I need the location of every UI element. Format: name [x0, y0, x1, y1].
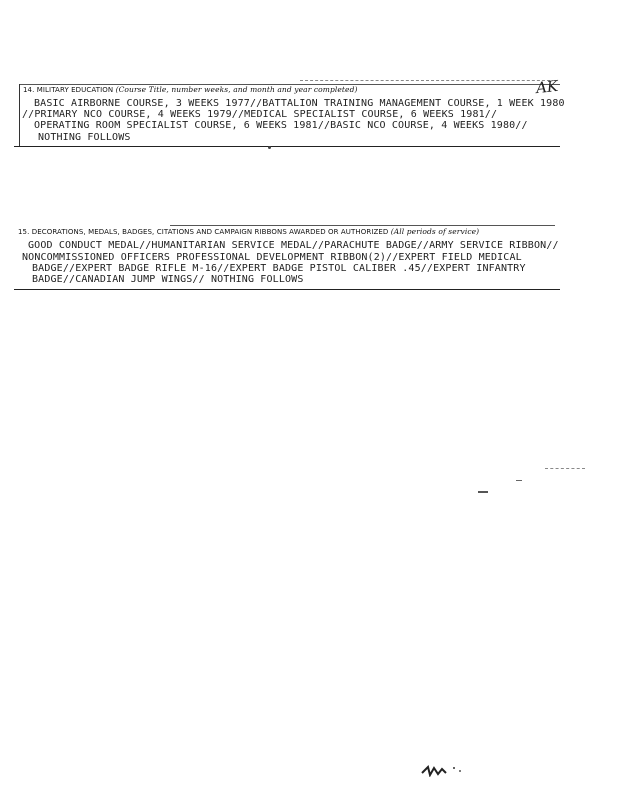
education-line-4: NOTHING FOLLOWS: [38, 132, 131, 143]
scan-artifact-mark-1: [516, 480, 522, 481]
section-15-note: (All periods of service): [390, 227, 480, 236]
stray-mark: [268, 146, 271, 149]
scribble-icon: [420, 763, 465, 777]
scan-artifact-mark-2: [478, 491, 488, 493]
education-line-1: BASIC AIRBORNE COURSE, 3 WEEKS 1977//BATTALION TRAINING MANAGEMENT COURSE, 1 WEEK 1980: [34, 98, 565, 109]
section-14-left-border: [19, 84, 20, 146]
scan-artifact-dashes: [545, 468, 585, 469]
education-line-2: //PRIMARY NCO COURSE, 4 WEEKS 1979//MEDICAL SPECIALIST COURSE, 6 WEEKS 1981//: [22, 109, 498, 120]
decorations-line-1: GOOD CONDUCT MEDAL//HUMANITARIAN SERVICE MEDAL//PARACHUTE BADGE//ARMY SERVICE RIBBON//: [28, 240, 559, 251]
section-14-title: 14. MILITARY EDUCATION: [23, 86, 114, 94]
decorations-line-3: BADGE//EXPERT BADGE RIFLE M-16//EXPERT BADGE PISTOL CALIBER .45//EXPERT INFANTRY: [32, 263, 526, 274]
section-14-label: [23, 85, 358, 94]
section-15-title: 15. DECORATIONS, MEDALS, BADGES, CITATIONS AND CAMPAIGN RIBBONS AWARDED OR AUTHORIZED: [18, 228, 389, 236]
scan-artifact-scribble: [420, 762, 465, 781]
section-14-bottom-rule: [14, 146, 560, 147]
section-15-top-rule: [170, 225, 555, 226]
section-15-label: [18, 227, 479, 236]
handwritten-initials: AK: [535, 76, 559, 98]
section-14-note: (Course Title, number weeks, and month and year completed): [115, 85, 358, 94]
section-15-bottom-rule: [14, 289, 560, 290]
decorations-line-4: BADGE//CANADIAN JUMP WINGS// NOTHING FOLLOWS: [32, 274, 304, 285]
education-line-3: OPERATING ROOM SPECIALIST COURSE, 6 WEEKS 1981//BASIC NCO COURSE, 4 WEEKS 1980//: [34, 120, 528, 131]
top-dashed-rule: [300, 80, 555, 81]
decorations-line-2: NONCOMMISSIONED OFFICERS PROFESSIONAL DEVELOPMENT RIBBON(2)//EXPERT FIELD MEDICAL: [22, 252, 522, 263]
